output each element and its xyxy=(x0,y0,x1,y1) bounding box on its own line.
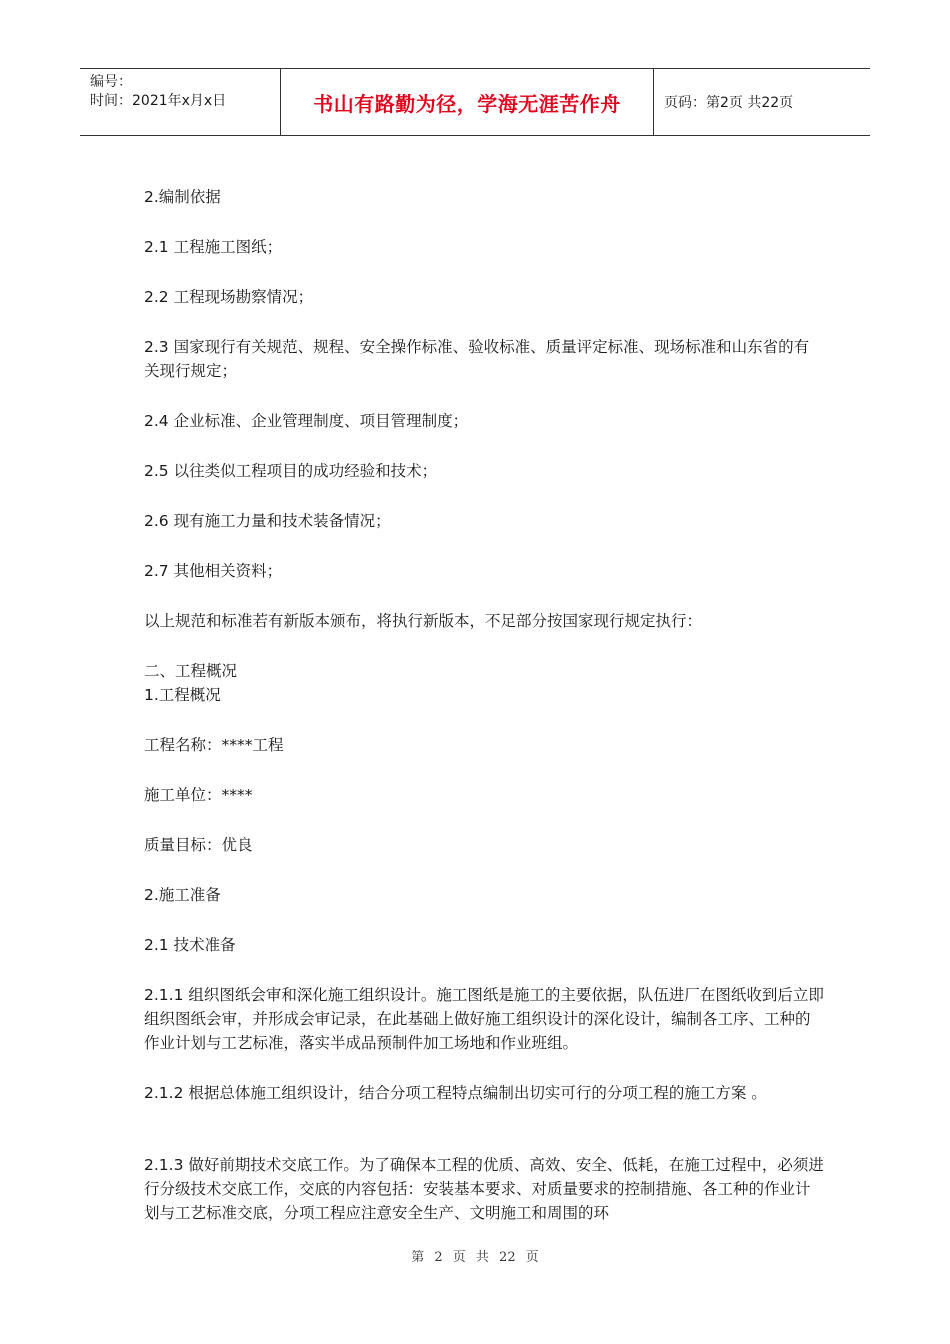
header-page-info: 页码：第2页 共22页 xyxy=(664,95,794,111)
chapter-heading: 二、工程概况 xyxy=(144,662,238,680)
construction-unit: 施工单位：**** xyxy=(144,786,253,804)
date-label: 时间：2021年x月x日 xyxy=(90,93,227,109)
list-item: 2.6 现有施工力量和技术装备情况； xyxy=(144,512,391,530)
list-item: 2.1 工程施工图纸； xyxy=(144,238,283,256)
subsection-heading: 2.1 技术准备 xyxy=(144,936,236,954)
page-footer: 第 2 页 共 22 页 xyxy=(411,1250,539,1265)
list-item: 2.2 工程现场勘察情况； xyxy=(144,288,314,306)
section-heading: 2.施工准备 xyxy=(144,886,221,904)
section-heading: 1.工程概况 xyxy=(144,686,221,704)
page-header xyxy=(80,68,870,136)
list-item: 2.3 国家现行有关规范、规程、安全操作标准、验收标准、质量评定标准、现场标准和山东省的有关现行规定； xyxy=(144,338,810,380)
paragraph: 以上规范和标准若有新版本颁布，将执行新版本，不足部分按国家现行规定执行： xyxy=(144,612,703,630)
paragraph: 2.1.3 做好前期技术交底工作。为了确保本工程的优质、高效、安全、低耗，在施工过程中，必须进行分级技术交底工作，交底的内容包括：安装基本要求、对质量要求的控制措施、各工种的作业计划与工艺标准交底，分项工程应注意安全生产、文明施工和周围的环 xyxy=(144,1156,824,1222)
header-motto: 书山有路勤为径，学海无涯苦作舟 xyxy=(281,69,654,135)
number-label: 编号： xyxy=(90,74,132,90)
document-body xyxy=(144,185,824,1225)
header-meta xyxy=(80,69,281,135)
project-name: 工程名称：****工程 xyxy=(144,736,284,754)
paragraph: 2.1.2 根据总体施工组织设计，结合分项工程特点编制出切实可行的分项工程的施工方案 。 xyxy=(144,1084,767,1102)
quality-target: 质量目标：优良 xyxy=(144,836,253,854)
paragraph: 2.1.1 组织图纸会审和深化施工组织设计。施工图纸是施工的主要依据，队伍进厂在图纸收到后立即组织图纸会审，并形成会审记录，在此基础上做好施工组织设计的深化设计，编制各工序、工种的作业计划与工艺标准，落实半成品预制件加工场地和作业班组。 xyxy=(144,986,824,1052)
section-heading: 2.编制依据 xyxy=(144,188,221,206)
list-item: 2.7 其他相关资料； xyxy=(144,562,283,580)
list-item: 2.5 以往类似工程项目的成功经验和技术； xyxy=(144,462,438,480)
list-item: 2.4 企业标准、企业管理制度、项目管理制度； xyxy=(144,412,469,430)
